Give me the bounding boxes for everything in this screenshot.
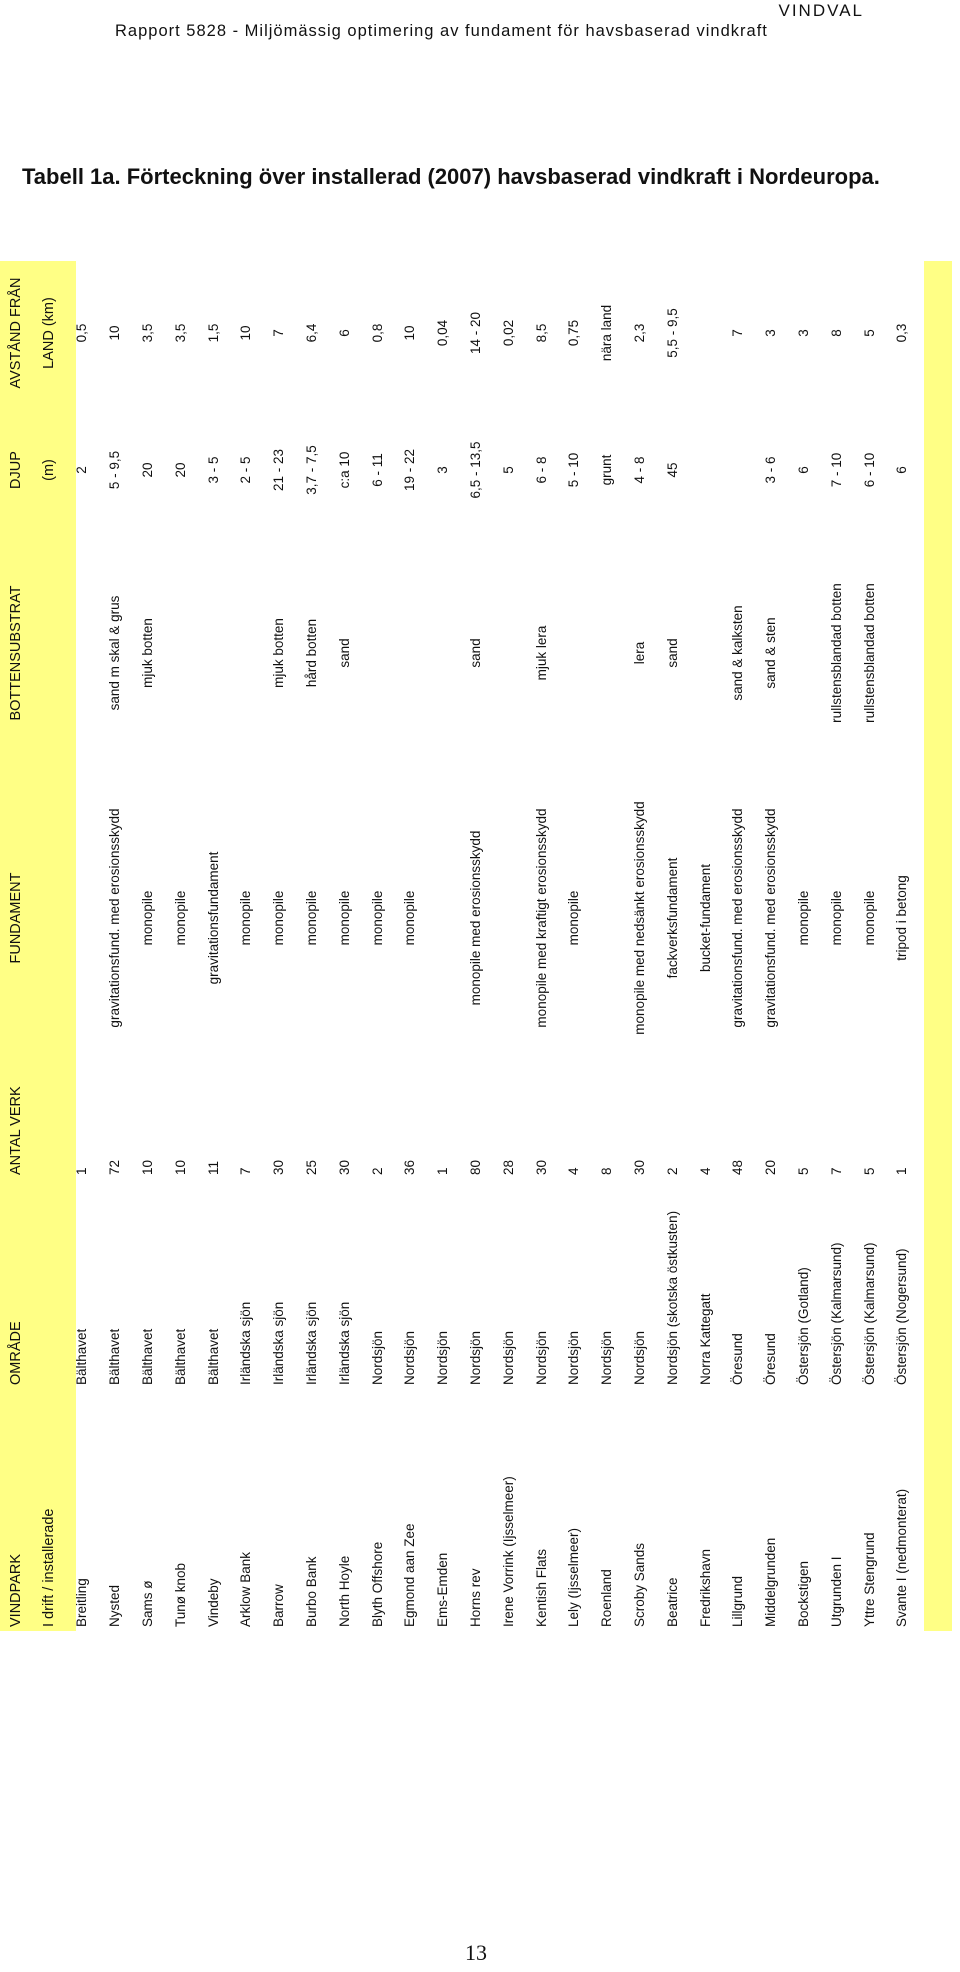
cell-antal: 48 xyxy=(730,1159,746,1175)
cell-omrade: Öresund xyxy=(763,1333,779,1385)
cell-botten: mjuk lera xyxy=(533,625,549,681)
cell-djup: 6 - 8 xyxy=(533,456,549,484)
cell-avstand: 10 xyxy=(107,325,123,341)
cell-djup: 19 - 22 xyxy=(402,448,418,492)
table-row xyxy=(689,261,722,1631)
cell-fundament: monopile xyxy=(861,890,877,946)
table-header xyxy=(0,261,66,1631)
table-row xyxy=(328,261,361,1631)
cell-omrade: Irländska sjön xyxy=(238,1301,254,1385)
header-title: VINDVAL xyxy=(778,1,864,20)
cell-avstand: 5 xyxy=(861,329,877,337)
cell-fundament xyxy=(426,771,459,1065)
cell-antal: 28 xyxy=(500,1159,516,1175)
cell-djup: 2 - 5 xyxy=(238,456,254,484)
cell-fundament xyxy=(66,771,99,1065)
cell-omrade: Irländska sjön xyxy=(304,1301,320,1385)
header-djup-sub: (m) xyxy=(41,459,58,481)
cell-avstand: 0,5 xyxy=(74,323,90,343)
cell-djup: c:a 10 xyxy=(336,451,352,489)
cell-avstand: 5,5 - 9,5 xyxy=(664,308,680,358)
table-row xyxy=(492,261,525,1631)
cell-avstand: 8,5 xyxy=(533,323,549,343)
cell-antal: 4 xyxy=(697,1167,713,1175)
table-row xyxy=(98,261,131,1631)
table-row xyxy=(262,261,295,1631)
cell-fundament: monopile med erosionsskydd xyxy=(468,830,484,1006)
cell-fundament: monopile med kraftigt erosionsskydd xyxy=(533,808,549,1028)
cell-omrade: Nordsjön xyxy=(468,1330,484,1385)
table-row xyxy=(754,261,787,1631)
cell-antal: 5 xyxy=(796,1167,812,1175)
cell-djup: 5 xyxy=(500,466,516,474)
cell-fundament: gravitationsfundament xyxy=(205,851,221,985)
cell-fundament: monopile xyxy=(828,890,844,946)
cell-omrade: Östersjön (Kalmarsund) xyxy=(828,1242,844,1385)
page-number: 13 xyxy=(465,1940,487,1965)
cell-omrade: Nordsjön (skotska östkusten) xyxy=(664,1210,680,1385)
cell-avstand: 0,75 xyxy=(566,319,582,347)
cell-botten xyxy=(230,535,263,771)
cell-djup: 21 - 23 xyxy=(271,448,287,492)
cell-omrade: Nordsjön xyxy=(632,1330,648,1385)
cell-botten: sand & kalksten xyxy=(730,605,746,701)
cell-botten: mjuk botten xyxy=(271,618,287,688)
cell-omrade: Bälthavet xyxy=(205,1328,221,1385)
cell-fundament: monopile xyxy=(336,890,352,946)
cell-fundament: fackverksfundament xyxy=(664,857,680,979)
cell-botten xyxy=(558,535,591,771)
cell-omrade: Bälthavet xyxy=(172,1328,188,1385)
cell-park: Sams ø xyxy=(140,1580,156,1627)
cell-antal: 20 xyxy=(763,1159,779,1175)
cell-botten xyxy=(66,535,99,771)
header-park: VINDPARK xyxy=(8,1553,25,1627)
cell-park: Barrow xyxy=(271,1584,287,1627)
header-park-sub: I drift / installerade xyxy=(41,1508,58,1627)
cell-djup xyxy=(689,405,722,535)
cell-avstand: 6 xyxy=(336,329,352,337)
table-row xyxy=(722,261,755,1631)
cell-avstand: 3,5 xyxy=(172,323,188,343)
cell-botten xyxy=(886,535,919,771)
cell-botten: sand xyxy=(664,638,680,668)
cell-omrade: Bälthavet xyxy=(107,1328,123,1385)
cell-park: Svante I (nedmonterat) xyxy=(894,1488,910,1627)
table-row xyxy=(886,261,919,1631)
cell-botten: sand m skal & grus xyxy=(107,595,123,711)
header-fundament: FUNDAMENT xyxy=(8,872,25,964)
cell-antal: 1 xyxy=(74,1167,90,1175)
cell-park: Utgrunden I xyxy=(828,1556,844,1627)
cell-fundament: monopile xyxy=(172,890,188,946)
cell-botten xyxy=(394,535,427,771)
cell-fundament: monopile xyxy=(796,890,812,946)
cell-avstand: 3,5 xyxy=(140,323,156,343)
header-avstand-sub: LAND (km) xyxy=(41,297,58,369)
cell-antal: 30 xyxy=(271,1159,287,1175)
cell-park: Middelgrunden xyxy=(763,1537,779,1627)
cell-park: Horns rev xyxy=(468,1568,484,1627)
table-row xyxy=(558,261,591,1631)
cell-park: Tunø knob xyxy=(172,1562,188,1627)
cell-botten xyxy=(590,535,623,771)
cell-botten xyxy=(787,535,820,771)
cell-djup: 6 - 11 xyxy=(369,453,385,487)
cell-park: Lely (Ijsselmeer) xyxy=(566,1527,582,1627)
cell-antal: 72 xyxy=(107,1159,123,1175)
table-row xyxy=(525,261,558,1631)
cell-antal: 25 xyxy=(304,1159,320,1175)
table-row xyxy=(361,261,394,1631)
cell-omrade: Östersjön (Kalmarsund) xyxy=(861,1242,877,1385)
cell-omrade: Irländska sjön xyxy=(271,1301,287,1385)
cell-avstand: nära land xyxy=(599,304,615,362)
cell-botten: sand & sten xyxy=(763,617,779,689)
cell-antal: 30 xyxy=(533,1159,549,1175)
cell-botten: sand xyxy=(468,638,484,668)
cell-djup: 3 - 6 xyxy=(763,456,779,484)
cell-park: Lillgrund xyxy=(730,1575,746,1627)
header-antal: ANTAL VERK xyxy=(8,1086,25,1175)
cell-omrade: Nordsjön xyxy=(566,1330,582,1385)
cell-avstand: 8 xyxy=(828,329,844,337)
wind-farm-table xyxy=(0,261,918,1631)
cell-park: Nysted xyxy=(107,1584,123,1627)
rotated-table-container xyxy=(0,261,952,1631)
cell-avstand: 10 xyxy=(402,325,418,341)
cell-park: Fredrikshavn xyxy=(697,1548,713,1627)
cell-antal: 5 xyxy=(861,1167,877,1175)
cell-omrade: Östersjön (Gotland) xyxy=(796,1267,812,1385)
cell-antal: 80 xyxy=(468,1159,484,1175)
cell-park: Vindeby xyxy=(205,1578,221,1627)
cell-botten: rullstensblandad botten xyxy=(861,583,877,723)
cell-park: Irene Vorrink (Ijsselmeer) xyxy=(500,1476,516,1627)
cell-botten: hård botten xyxy=(304,618,320,688)
cell-antal: 7 xyxy=(238,1167,254,1175)
cell-park: Burbo Bank xyxy=(304,1556,320,1627)
cell-fundament: monopile xyxy=(369,890,385,946)
cell-antal: 10 xyxy=(172,1159,188,1175)
cell-omrade: Irländska sjön xyxy=(336,1301,352,1385)
cell-park: Roenland xyxy=(599,1569,615,1627)
table-caption: Tabell 1a. Förteckning över installerad (2007) havsbaserad vindkraft i Nordeuropa. xyxy=(22,164,880,189)
cell-omrade: Nordsjön xyxy=(435,1330,451,1385)
cell-omrade: Norra Kattegatt xyxy=(697,1293,713,1385)
table-row xyxy=(66,261,99,1631)
table-row xyxy=(295,261,328,1631)
cell-djup: 3,7 - 7,5 xyxy=(304,445,320,495)
cell-botten xyxy=(426,535,459,771)
cell-djup: 20 xyxy=(172,462,188,478)
cell-botten: sand xyxy=(336,638,352,668)
cell-omrade: Östersjön (Nogersund) xyxy=(894,1248,910,1385)
cell-djup: 2 xyxy=(74,466,90,474)
cell-fundament xyxy=(590,771,623,1065)
cell-antal: 4 xyxy=(566,1167,582,1175)
header-djup: DJUP xyxy=(8,451,25,489)
cell-djup: 3 xyxy=(435,466,451,474)
cell-avstand: 0,3 xyxy=(894,323,910,343)
cell-antal: 1 xyxy=(435,1167,451,1175)
cell-fundament: monopile xyxy=(304,890,320,946)
header-avstand: AVSTÅND FRÅN xyxy=(8,277,25,389)
cell-djup: 7 - 10 xyxy=(828,452,844,488)
cell-antal: 1 xyxy=(894,1167,910,1175)
cell-avstand: 3 xyxy=(796,329,812,337)
cell-park: Arklow Bank xyxy=(238,1551,254,1627)
table-row xyxy=(656,261,689,1631)
cell-park: Breitling xyxy=(74,1578,90,1627)
cell-fundament: monopile med nedsänkt erosionsskydd xyxy=(632,801,648,1035)
cell-djup: grunt xyxy=(599,454,615,486)
cell-fundament xyxy=(492,771,525,1065)
cell-avstand: 14 - 20 xyxy=(468,311,484,355)
cell-park: Egmond aan Zee xyxy=(402,1523,418,1627)
cell-djup: 6 - 10 xyxy=(861,452,877,488)
cell-avstand: 10 xyxy=(238,325,254,341)
cell-omrade: Bälthavet xyxy=(140,1328,156,1385)
table-row xyxy=(197,261,230,1631)
cell-avstand: 6,4 xyxy=(304,323,320,343)
cell-djup: 5 - 10 xyxy=(566,452,582,488)
cell-botten xyxy=(361,535,394,771)
cell-fundament: monopile xyxy=(140,890,156,946)
cell-djup: 6 xyxy=(894,466,910,474)
cell-antal: 30 xyxy=(632,1159,648,1175)
cell-fundament: bucket-fundament xyxy=(697,863,713,973)
cell-djup: 4 - 8 xyxy=(632,456,648,484)
header-subrow xyxy=(33,261,66,1631)
cell-antal: 8 xyxy=(599,1167,615,1175)
header-row xyxy=(0,261,33,1631)
cell-djup: 6,5 - 13,5 xyxy=(468,441,484,499)
table-row xyxy=(131,261,164,1631)
cell-botten xyxy=(492,535,525,771)
cell-park: Scroby Sands xyxy=(632,1542,648,1627)
cell-avstand: 2,3 xyxy=(632,323,648,343)
cell-avstand: 3 xyxy=(763,329,779,337)
cell-fundament: gravitationsfund. med erosionsskydd xyxy=(763,808,779,1028)
cell-antal: 7 xyxy=(828,1167,844,1175)
cell-omrade: Bälthavet xyxy=(74,1328,90,1385)
cell-antal: 36 xyxy=(402,1159,418,1175)
cell-botten: lera xyxy=(632,641,648,665)
cell-avstand xyxy=(689,261,722,405)
header-botten: BOTTENSUBSTRAT xyxy=(8,585,25,721)
header-subtitle: Rapport 5828 - Miljömässig optimering av fundament för havsbaserad vindkraft xyxy=(115,22,768,40)
table-row xyxy=(426,261,459,1631)
cell-fundament: gravitationsfund. med erosionsskydd xyxy=(730,808,746,1028)
cell-djup: 5 - 9,5 xyxy=(107,450,123,490)
cell-antal: 11 xyxy=(205,1160,221,1175)
cell-omrade: Nordsjön xyxy=(369,1330,385,1385)
cell-park: North Hoyle xyxy=(336,1555,352,1627)
cell-omrade: Nordsjön xyxy=(533,1330,549,1385)
cell-omrade: Nordsjön xyxy=(402,1330,418,1385)
cell-fundament: monopile xyxy=(238,890,254,946)
cell-park: Kentish Flats xyxy=(533,1548,549,1627)
cell-park: Bockstigen xyxy=(796,1560,812,1627)
cell-fundament: tripod i betong xyxy=(894,875,910,961)
cell-djup: 3 - 5 xyxy=(205,456,221,484)
cell-botten xyxy=(164,535,197,771)
cell-antal: 2 xyxy=(369,1167,385,1175)
cell-avstand: 0,8 xyxy=(369,323,385,343)
table-row xyxy=(164,261,197,1631)
cell-park: Blyth Offshore xyxy=(369,1541,385,1627)
cell-antal: 2 xyxy=(664,1167,680,1175)
cell-fundament: monopile xyxy=(402,890,418,946)
cell-omrade: Nordsjön xyxy=(599,1330,615,1385)
table-row xyxy=(394,261,427,1631)
table-row xyxy=(820,261,853,1631)
cell-djup: 20 xyxy=(140,462,156,478)
cell-park: Beatrice xyxy=(664,1577,680,1627)
table-row xyxy=(590,261,623,1631)
cell-omrade: Öresund xyxy=(730,1333,746,1385)
cell-fundament: gravitationsfund. med erosionsskydd xyxy=(107,808,123,1028)
cell-djup xyxy=(722,405,755,535)
table-row xyxy=(230,261,263,1631)
cell-omrade: Nordsjön xyxy=(500,1330,516,1385)
table-row xyxy=(623,261,656,1631)
table-row xyxy=(459,261,492,1631)
cell-botten xyxy=(689,535,722,771)
cell-avstand: 0,02 xyxy=(500,319,516,347)
header-omrade: OMRÅDE xyxy=(8,1321,25,1385)
cell-avstand: 1,5 xyxy=(205,323,221,343)
cell-botten: mjuk botten xyxy=(140,618,156,688)
cell-djup: 45 xyxy=(664,462,680,478)
cell-botten xyxy=(197,535,230,771)
table-row xyxy=(787,261,820,1631)
cell-park: Ems-Emden xyxy=(435,1552,451,1627)
table-body xyxy=(66,261,919,1631)
cell-avstand: 0,04 xyxy=(435,319,451,347)
cell-avstand: 7 xyxy=(271,329,287,337)
cell-antal: 10 xyxy=(140,1159,156,1175)
cell-fundament: monopile xyxy=(271,890,287,946)
cell-djup: 6 xyxy=(796,466,812,474)
table-row xyxy=(853,261,886,1631)
cell-antal: 30 xyxy=(336,1159,352,1175)
cell-avstand: 7 xyxy=(730,329,746,337)
cell-botten: rullstensblandad botten xyxy=(828,583,844,723)
cell-fundament: monopile xyxy=(566,890,582,946)
cell-park: Yttre Stengrund xyxy=(861,1532,877,1627)
